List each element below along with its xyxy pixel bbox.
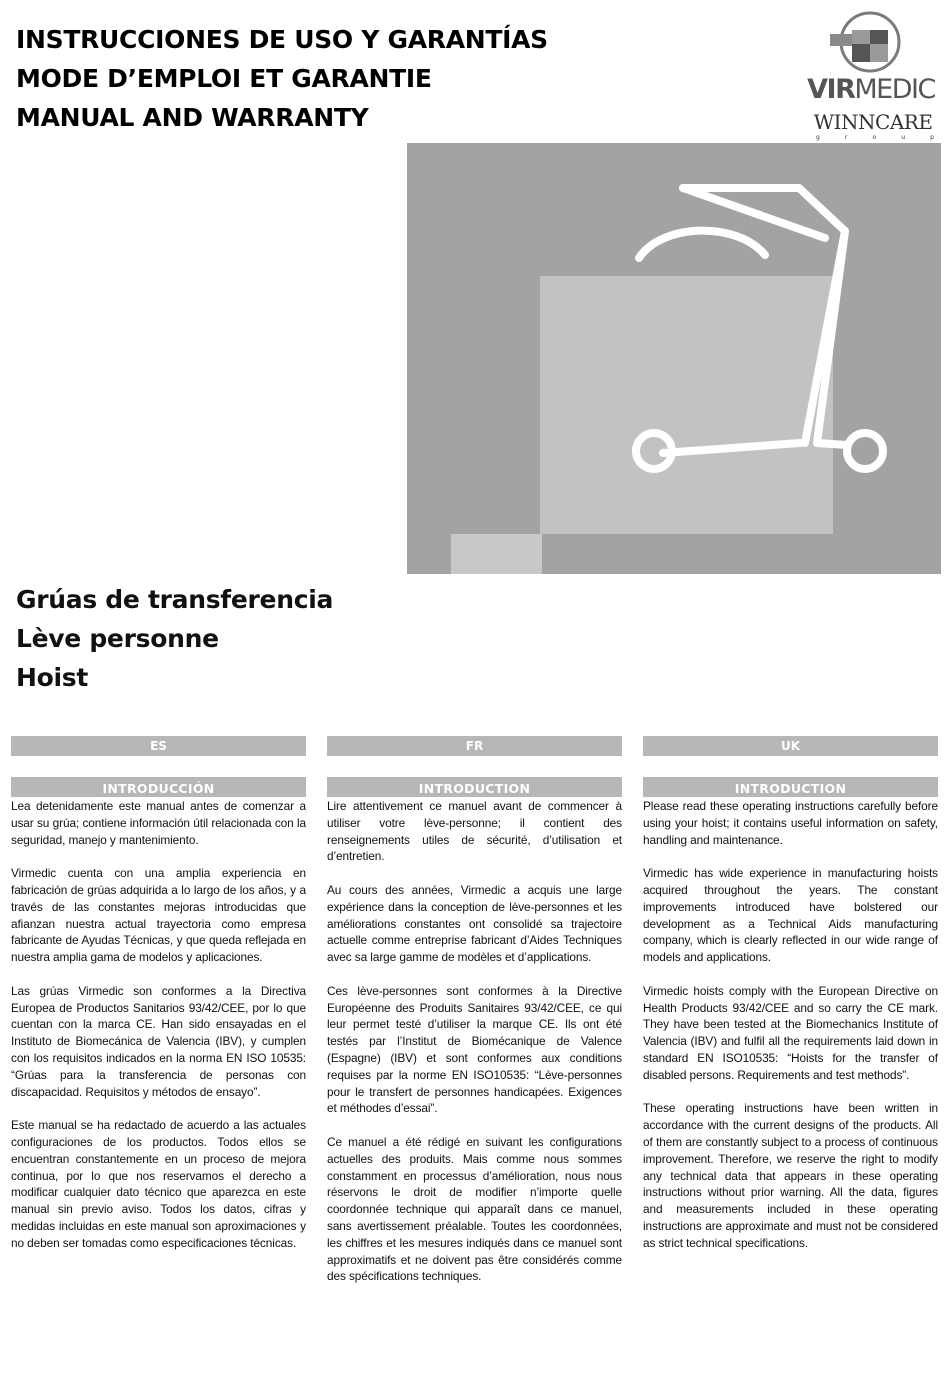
paragraph: Virmedic has wide experience in manufacturing hoists acquired throughout the years. The constant improvements introduced have bolstered our development as a Technical Aids manufacturing company, which is clearly reflected in our wide range of models and applications. (643, 866, 938, 965)
paragraph: These operating instructions have been written in accordance with the current designs of the products. All of them are constantly subject to a process of continuous improvement. Therefore, we reserve the right to modify any technical data that appears in these operating instructions without prior warning. All the data, figures and measurements included in these operating instructions are approximate and must not be considered as strict technical specifications. (643, 1101, 938, 1250)
column-uk (643, 736, 938, 1268)
paragraph: Lire attentivement ce manuel avant de commencer à utiliser votre lève-personne; il contient des renseignements utiles de sécurité, d’utilisation et d’entretien. (327, 799, 622, 864)
lang-header-fr: FR (327, 736, 622, 756)
paragraph: Lea detenidamente este manual antes de comenzar a usar su grúa; contiene información útil relacionada con la seguridad, manejo y mantenimiento. (11, 799, 306, 847)
paragraph: Virmedic hoists comply with the European Directive on Health Products 93/42/CEE and so carry the CE mark. They have been tested at the Biomechanics Institute of Valencia (IBV) and fulfil all the requirements laid down in standard EN ISO10535: “Hoists for the transfer of disabled persons. Requirements and test methods”. (643, 983, 938, 1082)
logo-brand-text: VIRMEDIC (807, 74, 935, 105)
section-header-fr: INTRODUCTION (327, 777, 622, 797)
paragraph: Please read these operating instructions carefully before using your hoist; it contains useful information on safety, handling and maintenance. (643, 799, 938, 847)
hoist-illustration (407, 143, 941, 574)
virmedic-logo (800, 10, 945, 140)
lang-header-uk: UK (643, 736, 938, 756)
title-es: INSTRUCCIONES DE USO Y GARANTÍAS (16, 25, 548, 54)
paragraph: Ce manuel a été rédigé en suivant les configurations actuelles des produits. Mais comme nous sommes constamment en processus d’amélioration, nous nous réservons le droit de modifier n’importe quelle coordonnée technique qui apparaît dans ce manuel, sans avertissement préalable. Toutes les coordonnées, les chiffres et les mesures indiqués dans ce manuel sont approximatifs et ne doivent pas être considérés comme des spécifications techniques. (327, 1134, 622, 1284)
product-title-en: Hoist (16, 663, 88, 692)
paragraph: Au cours des années, Virmedic a acquis une large expérience dans la conception de lève-personnes et les améliorations constantes ont consolidé sa trajectoire actuelle comme entreprise fabricant d’Aides Techniques avec sa large gamme de modèles et d’applications. (327, 882, 622, 965)
document-title-block (16, 20, 548, 137)
product-title-fr: Lève personne (16, 624, 219, 653)
paragraph: Ces lève-personnes sont conformes à la Directive Européenne des Produits Sanitaires 93/42/CEE, ce qui leur permet testé d’utiliser la marque CE. Ils ont été testés par l’Institut de Biomécanique de Valence (Espagne) (IBV) et sont conformes aux conditions requises par la norme EN ISO10535: “Lève-personnes pour le transfert de personnes handicapées. Exigences et méthodes d’essai”. (327, 983, 622, 1116)
paragraph: Virmedic cuenta con una amplia experiencia en fabricación de grúas adquirida a lo largo de los años, y a través de las constantes mejoras introducidas que afianzan nuestra actual trayectoria como empresa fabricante de Ayudas Técnicas, y que queda reflejada en nuestra amplia gama de modelos y aplicaciones. (11, 866, 306, 965)
section-header-es: INTRODUCCIÓN (11, 777, 306, 797)
paragraph: Este manual se ha redactado de acuerdo a las actuales configuraciones de los productos. Todos ellos se encuentran constantemente en un proceso de mejora continua, por lo que nos reservamos el derecho a modificar cualquier dato técnico que aparezca en este manual sin previo aviso. Todos los datos, cifras y medidas incluidas en este manual son aproximaciones y no deben ser tomadas como especificaciones técnicas. (11, 1118, 306, 1250)
column-fr (327, 736, 622, 1302)
winncare-wordmark: WINNCARE (813, 110, 933, 134)
title-fr: MODE D’EMPLOI ET GARANTIE (16, 64, 432, 93)
section-header-uk: INTRODUCTION (643, 777, 938, 797)
cross-emblem-icon (800, 10, 945, 74)
group-sub-letters: g r o u p (816, 134, 934, 141)
lang-header-es: ES (11, 736, 306, 756)
title-en: MANUAL AND WARRANTY (16, 103, 369, 132)
product-title-es: Grúas de transferencia (16, 585, 334, 614)
product-title-block (16, 580, 333, 697)
column-es (11, 736, 306, 1268)
paragraph: Las grúas Virmedic son conformes a la Directiva Europea de Productos Sanitarios 93/42/CEE, por lo que cuentan con la marca CE. Han sido ensayadas en el Instituto de Biomecánica de Valencia (IBV), y cumplen con los requisitos indicados en la norma EN ISO 10535: “Grúas para la transferencia de personas con discapacidad. Requisitos y métodos de ensayo”. (11, 983, 306, 1099)
